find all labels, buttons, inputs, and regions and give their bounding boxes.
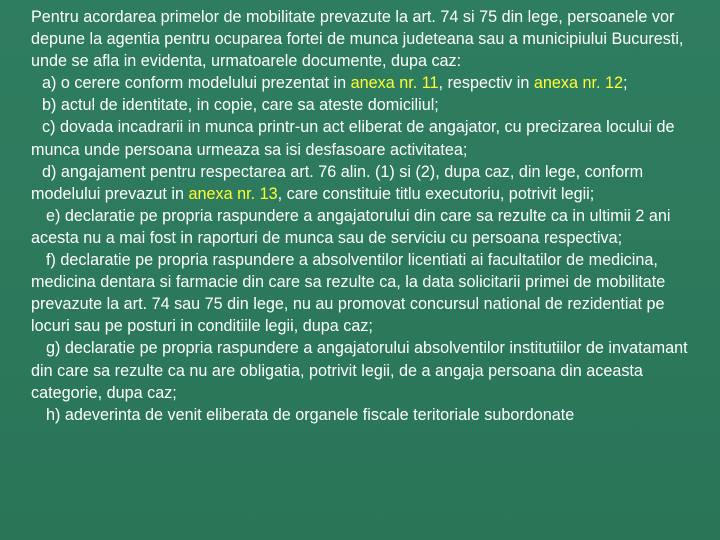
document-text [31,6,691,426]
item-g: g) declaratie pe propria raspundere a angajatorului absolventilor institutiilor de invatamant din care sa rezulte ca nu are obligatia, potrivit legii, de a angaja persoana din aceasta categorie, dupa caz; [31,339,688,402]
item-e: e) declaratie pe propria raspundere a angajatorului din care sa rezulte ca in ultimii 2 ani acesta nu a mai fost in raporturi de munca sau de serviciu cu persoana respectiva; [31,206,671,247]
item-b: b) actul de identitate, in copie, care sa ateste domiciliul; [42,96,439,115]
intro-paragraph: Pentru acordarea primelor de mobilitate prevazute la art. 74 si 75 din lege, persoanele vor depune la agentia pentru ocuparea fortei de munca judeteana sau a municipiului Bucuresti, unde se afla in evidenta, urmatoarele documente, dupa caz: [31,8,684,71]
item-a-middle: , respectiv in [438,74,534,93]
item-c: c) dovada incadrarii in munca printr-un act eliberat de angajator, cu precizarea locului de munca unde persoana urmeaza sa isi desfasoare activitatea; [31,118,675,159]
annex-13-link[interactable]: anexa nr. 13 [188,184,278,203]
item-a [31,72,691,94]
item-d-prefix: d) angajament pentru respectarea art. 76 alin. (1) si (2), dupa caz, din lege, conform modelului prevazut in [31,162,644,203]
annex-11-link[interactable]: anexa nr. 11 [350,74,439,93]
item-f: f) declaratie pe propria raspundere a absolventilor licentiati ai facultatilor de medicina, medicina dentara si farmacie din care sa rezulte ca, la data solicitarii primei de mobilitate prevazute la art. 74 sau 75 din lege, nu au promovat concursul national de rezidentiat pe locuri sau pe posturi in conditiile legii, dupa caz; [31,251,666,336]
item-a-suffix: ; [623,74,628,93]
item-h: h) adeverinta de venit eliberata de organele fiscale teritoriale subordonate [46,405,575,424]
item-d-suffix: , care constituie titlu executoriu, potrivit legii; [277,184,595,203]
item-a-prefix: a) o cerere conform modelului prezentat in [42,74,351,93]
annex-12-link[interactable]: anexa nr. 12 [533,74,624,93]
item-d [31,161,691,205]
